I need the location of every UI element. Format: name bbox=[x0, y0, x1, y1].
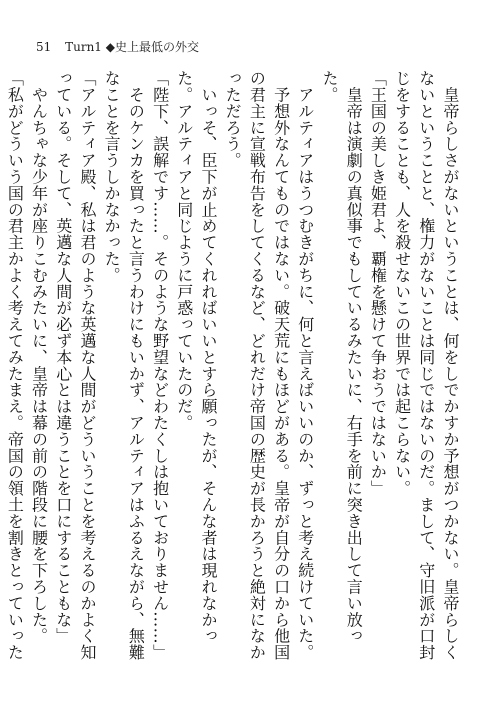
paragraph: アルティアはうつむきがちに、何と言えばいいのか、ずっと考え続けていた。 bbox=[295, 70, 315, 661]
paragraph: 「アルティア殿、私は君のような英邁な人間がどういうことを考えるのかよく知っている。そして、英邁な人間が必ず本心とは違うことを口にすることもな」 bbox=[53, 70, 97, 661]
page-number: 51 bbox=[36, 40, 52, 54]
paragraph: やんちゃな少年が座りこむみたいに、皇帝は幕の前の階段に腰を下ろした。 bbox=[29, 70, 49, 644]
paragraph: そのケンカを買ったと言うわけにもいかず、アルティアはふるえながら、無難なことを言うしかなかった。 bbox=[102, 70, 146, 661]
paragraph: 皇帝らしさがないということは、何をしでかすか予想がつかない。皇帝らしくないということと、権力がないことは同じではないのだ。まして、守旧派が口封じをすることも、人を殺せないこの世界では起こらない。 bbox=[392, 70, 460, 661]
paragraph: 「私がどういう国の君主かよく考えてみたまえ。帝国の領土を割きとっていった bbox=[5, 70, 25, 661]
chapter-title: Turn1 ◆史上最低の外交 bbox=[65, 40, 199, 54]
paragraph: 予想外なんてものではない。破天荒にもほどがある。皇帝が自分の口から他国の君主に宣戦布告をしてくるなど、どれだけ帝国の歴史が長かろうと絶対になかっただろう。 bbox=[223, 70, 291, 661]
paragraph: 「王国の美しき姫君よ、覇権を懸けて争おうではないか」 bbox=[368, 70, 388, 497]
paragraph: いっそ、臣下が止めてくれればいいとすら願ったが、そんな者は現れなかった。アルティアと同じように戸惑っていたのだ。 bbox=[174, 70, 218, 644]
body-text bbox=[5, 70, 462, 670]
page-header bbox=[36, 38, 199, 55]
paragraph: 「陛下、誤解です……。そのような野望などわたくしは抱いておりません……」 bbox=[150, 70, 170, 661]
paragraph: 皇帝は演劇の真似事でもしているみたいに、右手を前に突き出して言い放った。 bbox=[319, 70, 364, 644]
